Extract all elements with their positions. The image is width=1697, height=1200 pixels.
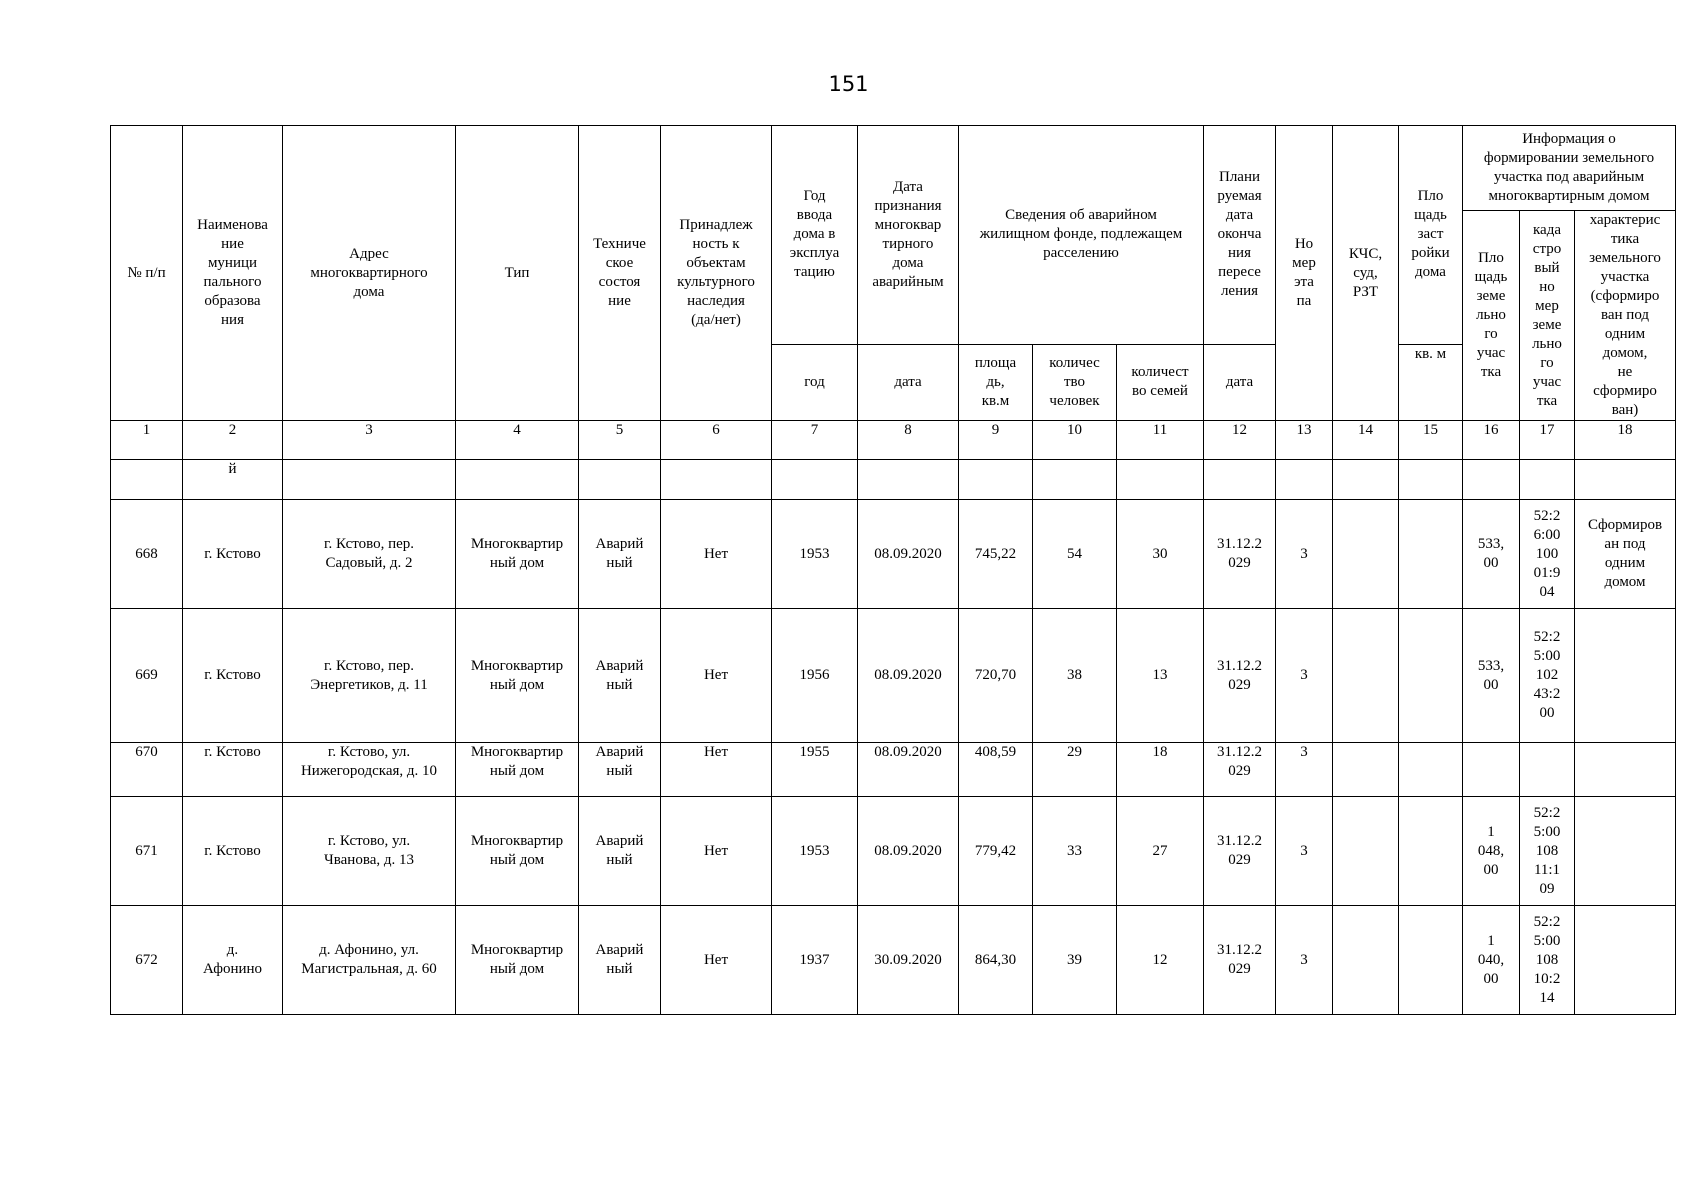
technical-state-cell: Аварий ный [579, 609, 661, 743]
header-kchs: КЧС, суд, РЗТ [1333, 126, 1399, 421]
stage-number-cell: 3 [1276, 609, 1333, 743]
house-type-cell: Многоквартир ный дом [456, 743, 579, 797]
header-municipality: Наименова ние муници пального образова ния [183, 126, 283, 421]
subheader-families: количест во семей [1117, 344, 1204, 420]
house-type-cell: Многоквартир ный дом [456, 609, 579, 743]
commissioning-year-cell: 1956 [772, 609, 858, 743]
stage-number-cell: 3 [1276, 500, 1333, 609]
page-number: 151 [828, 72, 869, 96]
table-row [111, 500, 1676, 609]
heritage-cell: Нет [661, 743, 772, 797]
column-number: 9 [959, 421, 1033, 460]
row-number-cell: 668 [111, 500, 183, 609]
people-count-cell: 39 [1033, 906, 1117, 1015]
kchs-cell [1333, 906, 1399, 1015]
recognition-date-cell: 08.09.2020 [858, 743, 959, 797]
municipality-cell: г. Кстово [183, 743, 283, 797]
cell [1463, 460, 1520, 500]
row-number-cell: 671 [111, 797, 183, 906]
cadastral-number-cell: 52:2 5:00 108 10:2 14 [1520, 906, 1575, 1015]
technical-state-cell: Аварий ный [579, 797, 661, 906]
planned-date-cell: 31.12.2 029 [1204, 906, 1276, 1015]
data-rows [111, 500, 1676, 1015]
column-number: 2 [183, 421, 283, 460]
row-number-cell: 669 [111, 609, 183, 743]
family-count-cell: 12 [1117, 906, 1204, 1015]
header-plot-info: Информация о формировании земельного участка под аварийным многоквартирным домом [1463, 126, 1676, 211]
header-stage: Но мер эта па [1276, 126, 1333, 421]
planned-date-cell: 31.12.2 029 [1204, 609, 1276, 743]
table-row [111, 797, 1676, 906]
header-technical-state: Техниче ское состоя ние [579, 126, 661, 421]
header-number: № п/п [111, 126, 183, 421]
table-row [111, 743, 1676, 797]
kchs-cell [1333, 797, 1399, 906]
table-row [111, 609, 1676, 743]
plot-area-cell: 1 040, 00 [1463, 906, 1520, 1015]
address-cell: г. Кстово, ул. Нижегородская, д. 10 [283, 743, 456, 797]
column-number: 15 [1399, 421, 1463, 460]
cell [1575, 460, 1676, 500]
area-cell: 408,59 [959, 743, 1033, 797]
commissioning-year-cell: 1953 [772, 500, 858, 609]
stage-number-cell: 3 [1276, 906, 1333, 1015]
build-area-cell [1399, 609, 1463, 743]
plot-characteristic-cell [1575, 906, 1676, 1015]
subheader-build-area-unit: кв. м [1399, 344, 1463, 420]
commissioning-year-cell: 1955 [772, 743, 858, 797]
area-cell: 864,30 [959, 906, 1033, 1015]
recognition-date-cell: 08.09.2020 [858, 500, 959, 609]
cell [858, 460, 959, 500]
technical-state-cell: Аварий ный [579, 743, 661, 797]
plot-characteristic-cell: Сформиров ан под одним домом [1575, 500, 1676, 609]
cell [1204, 460, 1276, 500]
emergency-housing-table [110, 125, 1676, 1015]
recognition-date-cell: 30.09.2020 [858, 906, 959, 1015]
build-area-cell [1399, 743, 1463, 797]
header-cadastral: када стро вый но мер земе льно го учас тка [1520, 211, 1575, 421]
build-area-cell [1399, 500, 1463, 609]
header-recognition-date: Дата признания многоквар тирного дома аварийным [858, 126, 959, 345]
address-cell: г. Кстово, пер. Энергетиков, д. 11 [283, 609, 456, 743]
cadastral-number-cell: 52:2 5:00 102 43:2 00 [1520, 609, 1575, 743]
cell [111, 460, 183, 500]
people-count-cell: 54 [1033, 500, 1117, 609]
column-number: 11 [1117, 421, 1204, 460]
subheader-planned-date: дата [1204, 344, 1276, 420]
column-number: 14 [1333, 421, 1399, 460]
stage-number-cell: 3 [1276, 743, 1333, 797]
heritage-cell: Нет [661, 500, 772, 609]
cell [959, 460, 1033, 500]
planned-date-cell: 31.12.2 029 [1204, 797, 1276, 906]
header-year: Год ввода дома в эксплуа тацию [772, 126, 858, 345]
subheader-year: год [772, 344, 858, 420]
cell [283, 460, 456, 500]
continuation-row [111, 460, 1676, 500]
header-plot-area: Пло щадь земе льно го учас тка [1463, 211, 1520, 421]
address-cell: г. Кстово, ул. Чванова, д. 13 [283, 797, 456, 906]
cell [661, 460, 772, 500]
family-count-cell: 18 [1117, 743, 1204, 797]
build-area-cell [1399, 906, 1463, 1015]
municipality-cell: г. Кстово [183, 797, 283, 906]
kchs-cell [1333, 743, 1399, 797]
commissioning-year-cell: 1953 [772, 797, 858, 906]
planned-date-cell: 31.12.2 029 [1204, 743, 1276, 797]
header-heritage: Принадлеж ность к объектам культурного наследия (да/нет) [661, 126, 772, 421]
recognition-date-cell: 08.09.2020 [858, 797, 959, 906]
kchs-cell [1333, 500, 1399, 609]
technical-state-cell: Аварий ный [579, 906, 661, 1015]
family-count-cell: 27 [1117, 797, 1204, 906]
cell [772, 460, 858, 500]
cell [1276, 460, 1333, 500]
family-count-cell: 13 [1117, 609, 1204, 743]
house-type-cell: Многоквартир ный дом [456, 500, 579, 609]
build-area-cell [1399, 797, 1463, 906]
column-number: 17 [1520, 421, 1575, 460]
header-plot-characteristic: характерис тика земельного участка (сформиро ван под одним домом, не сформиро ван) [1575, 211, 1676, 421]
plot-characteristic-cell [1575, 743, 1676, 797]
kchs-cell [1333, 609, 1399, 743]
header-build-area: Пло щадь заст ройки дома [1399, 126, 1463, 345]
address-cell: д. Афонино, ул. Магистральная, д. 60 [283, 906, 456, 1015]
plot-area-cell: 533, 00 [1463, 609, 1520, 743]
plot-area-cell [1463, 743, 1520, 797]
subheader-date: дата [858, 344, 959, 420]
area-cell: 745,22 [959, 500, 1033, 609]
cadastral-number-cell [1520, 743, 1575, 797]
plot-area-cell: 533, 00 [1463, 500, 1520, 609]
column-number: 16 [1463, 421, 1520, 460]
row-number-cell: 672 [111, 906, 183, 1015]
column-number: 13 [1276, 421, 1333, 460]
cadastral-number-cell: 52:2 6:00 100 01:9 04 [1520, 500, 1575, 609]
cell [579, 460, 661, 500]
people-count-cell: 29 [1033, 743, 1117, 797]
table-body [111, 421, 1676, 500]
subheader-people: количес тво человек [1033, 344, 1117, 420]
technical-state-cell: Аварий ный [579, 500, 661, 609]
column-number: 7 [772, 421, 858, 460]
plot-area-cell: 1 048, 00 [1463, 797, 1520, 906]
column-number: 18 [1575, 421, 1676, 460]
people-count-cell: 33 [1033, 797, 1117, 906]
column-number: 12 [1204, 421, 1276, 460]
heritage-cell: Нет [661, 797, 772, 906]
recognition-date-cell: 08.09.2020 [858, 609, 959, 743]
house-type-cell: Многоквартир ный дом [456, 797, 579, 906]
cell [456, 460, 579, 500]
table-header [111, 126, 1676, 421]
plot-characteristic-cell [1575, 609, 1676, 743]
row-number-cell: 670 [111, 743, 183, 797]
people-count-cell: 38 [1033, 609, 1117, 743]
cell [1033, 460, 1117, 500]
header-housing-info: Сведения об аварийном жилищном фонде, подлежащем расселению [959, 126, 1204, 345]
municipality-cell: г. Кстово [183, 609, 283, 743]
column-number: 4 [456, 421, 579, 460]
header-type: Тип [456, 126, 579, 421]
address-cell: г. Кстово, пер. Садовый, д. 2 [283, 500, 456, 609]
heritage-cell: Нет [661, 609, 772, 743]
house-type-cell: Многоквартир ный дом [456, 906, 579, 1015]
column-number: 6 [661, 421, 772, 460]
column-number: 3 [283, 421, 456, 460]
family-count-cell: 30 [1117, 500, 1204, 609]
header-address: Адрес многоквартирного дома [283, 126, 456, 421]
cell [1117, 460, 1204, 500]
area-cell: 720,70 [959, 609, 1033, 743]
heritage-cell: Нет [661, 906, 772, 1015]
column-number: 5 [579, 421, 661, 460]
municipality-cell: д. Афонино [183, 906, 283, 1015]
stage-number-cell: 3 [1276, 797, 1333, 906]
cell [1399, 460, 1463, 500]
plot-characteristic-cell [1575, 797, 1676, 906]
commissioning-year-cell: 1937 [772, 906, 858, 1015]
subheader-area: площа дь, кв.м [959, 344, 1033, 420]
column-number: 10 [1033, 421, 1117, 460]
table-row [111, 906, 1676, 1015]
continuation-text: й [183, 460, 283, 500]
municipality-cell: г. Кстово [183, 500, 283, 609]
cadastral-number-cell: 52:2 5:00 108 11:1 09 [1520, 797, 1575, 906]
header-planned-date: Плани руемая дата оконча ния пересе ления [1204, 126, 1276, 345]
area-cell: 779,42 [959, 797, 1033, 906]
planned-date-cell: 31.12.2 029 [1204, 500, 1276, 609]
cell [1520, 460, 1575, 500]
cell [1333, 460, 1399, 500]
column-number-row [111, 421, 1676, 460]
column-number: 8 [858, 421, 959, 460]
column-number: 1 [111, 421, 183, 460]
